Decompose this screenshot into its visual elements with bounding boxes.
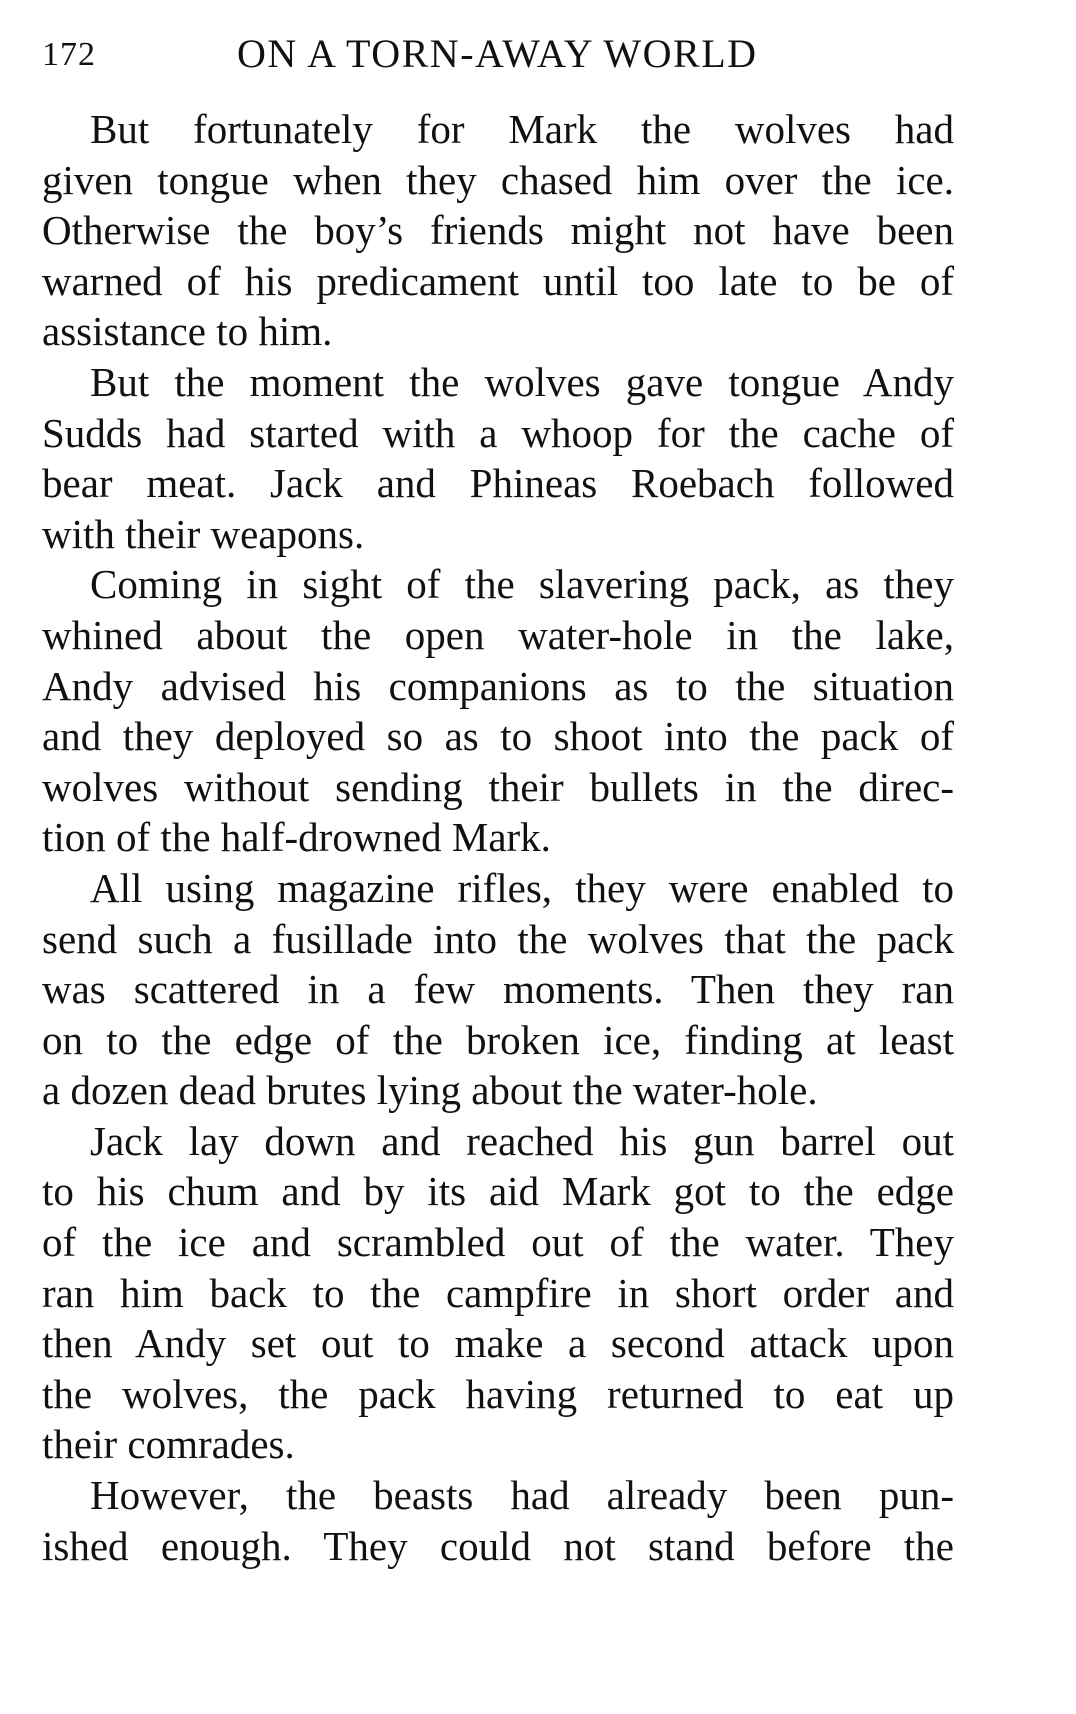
- text-line: All using magazine rifles, they were enabled to: [90, 864, 954, 911]
- text-line: assistance to him.: [42, 308, 333, 355]
- page-number: 172: [42, 36, 96, 73]
- text-line: Sudds had started with a whoop for the cache of: [42, 409, 954, 456]
- text-line: on to the edge of the broken ice, finding at least: [42, 1016, 954, 1063]
- text-line: But the moment the wolves gave tongue Andy: [90, 358, 954, 405]
- text-line: warned of his predicament until too late to be of: [42, 257, 954, 304]
- paragraph: [42, 863, 954, 1116]
- text-line: ran him back to the campfire in short order and: [42, 1269, 954, 1316]
- text-line: a dozen dead brutes lying about the water-hole.: [42, 1067, 818, 1114]
- text-line: However, the beasts had already been pun-: [90, 1472, 954, 1519]
- paragraph: [42, 104, 954, 357]
- text-line: then Andy set out to make a second attack upon: [42, 1320, 954, 1367]
- text-line: Otherwise the boy’s friends might not have been: [42, 207, 954, 254]
- paragraph: [42, 1470, 954, 1571]
- text-line: their comrades.: [42, 1421, 295, 1468]
- text-line: Coming in sight of the slavering pack, as they: [90, 561, 954, 608]
- text-line: wolves without sending their bullets in the direc-: [42, 763, 954, 810]
- page-header: [42, 30, 962, 80]
- text-line: was scattered in a few moments. Then they ran: [42, 966, 954, 1013]
- text-line: bear meat. Jack and Phineas Roebach followed: [42, 460, 954, 507]
- paragraph: [42, 1116, 954, 1470]
- text-line: But fortunately for Mark the wolves had: [90, 106, 954, 152]
- text-line: with their weapons.: [42, 510, 365, 557]
- text-line: the wolves, the pack having returned to eat up: [42, 1370, 954, 1417]
- text-line: and they deployed so as to shoot into the pack of: [42, 713, 954, 760]
- running-head: ON A TORN-AWAY WORLD: [237, 31, 758, 76]
- paragraph: [42, 357, 954, 559]
- text-line: whined about the open water-hole in the lake,: [42, 611, 954, 658]
- text-line: tion of the half-drowned Mark.: [42, 814, 551, 861]
- text-line: given tongue when they chased him over the ice.: [42, 156, 954, 203]
- text-line: Jack lay down and reached his gun barrel out: [90, 1117, 954, 1164]
- text-line: to his chum and by its aid Mark got to the edge: [42, 1168, 954, 1215]
- text-line: Andy advised his companions as to the situation: [42, 662, 954, 709]
- text-line: send such a fusillade into the wolves that the pack: [42, 915, 954, 962]
- text-line: ished enough. They could not stand before the: [42, 1522, 954, 1569]
- body-text: [42, 104, 954, 1571]
- paragraph: [42, 559, 954, 863]
- text-line: of the ice and scrambled out of the water. They: [42, 1219, 954, 1266]
